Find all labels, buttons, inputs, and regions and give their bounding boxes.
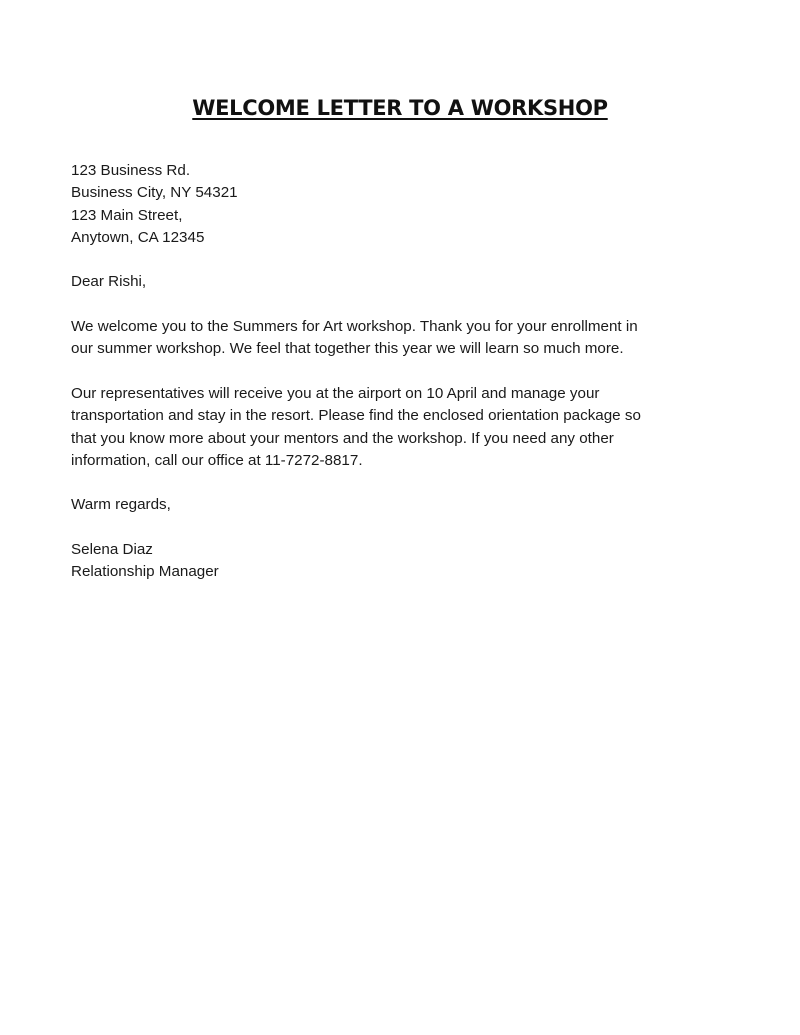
address-line-3: 123 Main Street,	[71, 206, 183, 224]
closing: Warm regards,	[71, 496, 171, 514]
letter-body	[71, 160, 731, 584]
signature-name: Selena Diaz	[71, 541, 153, 559]
address-line-2: Business City, NY 54321	[71, 184, 238, 202]
paragraph-line: information, call our office at 11-7272-8817.	[71, 451, 363, 469]
salutation: Dear Rishi,	[71, 273, 147, 291]
address-line-4: Anytown, CA 12345	[71, 228, 205, 246]
paragraph-line: Our representatives will receive you at the airport on 10 April and manage your	[71, 384, 600, 402]
paragraph-welcome	[71, 316, 731, 361]
paragraph-line: our summer workshop. We feel that together this year we will learn so much more.	[71, 340, 624, 358]
paragraph-line: We welcome you to the Summers for Art workshop. Thank you for your enrollment in	[71, 318, 638, 336]
address-line-1: 123 Business Rd.	[71, 162, 191, 179]
signature-role: Relationship Manager	[71, 563, 219, 581]
paragraph-line: that you know more about your mentors and the workshop. If you need any other	[71, 429, 614, 447]
page-title: WELCOME LETTER TO A WORKSHOP	[192, 96, 608, 120]
signature-block	[71, 539, 731, 584]
paragraph-line: transportation and stay in the resort. Please find the enclosed orientation package so	[71, 407, 641, 425]
paragraph-logistics	[71, 383, 731, 472]
address-block	[71, 160, 731, 249]
